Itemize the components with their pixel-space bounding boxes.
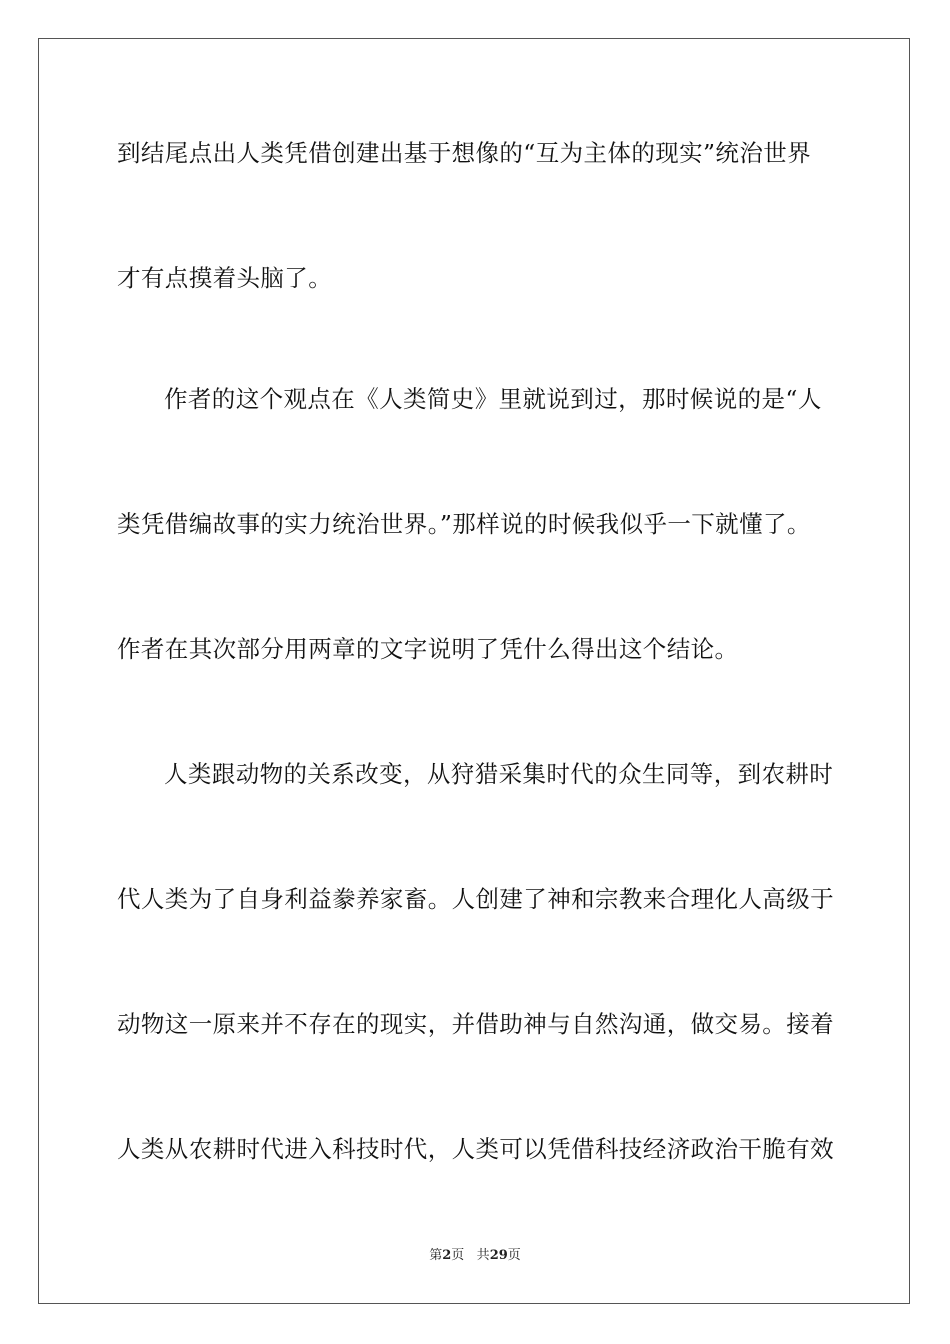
- text-line: 才有点摸着头脑了。: [117, 264, 333, 292]
- text-line: 到结尾点出人类凭借创建出基于想像的“互为主体的现实”统治世界: [117, 139, 812, 167]
- paragraph-start-line: 作者的这个观点在《人类简史》里就说到过，那时候说的是“人: [164, 385, 822, 413]
- text-line: 类凭借编故事的实力统治世界。”那样说的时候我似乎一下就懂了。: [117, 510, 811, 538]
- text-line: 作者在其次部分用两章的文字说明了凭什么得出这个结论。: [117, 635, 739, 663]
- page-number: 2: [442, 1248, 452, 1263]
- total-suffix: 页: [507, 1248, 521, 1263]
- page-prefix: 第: [429, 1248, 443, 1263]
- text-line: 动物这一原来并不存在的现实，并借助神与自然沟通，做交易。接着: [117, 1010, 834, 1038]
- text-line: 代人类为了自身利益豢养家畜。人创建了神和宗教来合理化人高级于: [117, 885, 834, 913]
- page-border: [38, 38, 910, 1304]
- paragraph-start-line: 人类跟动物的关系改变，从狩猎采集时代的众生同等，到农耕时: [164, 760, 834, 788]
- page-footer: [0, 1247, 950, 1265]
- total-pages: 29: [489, 1248, 508, 1263]
- page-suffix: 页: [451, 1248, 465, 1263]
- text-line: 人类从农耕时代进入科技时代，人类可以凭借科技经济政治干脆有效: [117, 1135, 834, 1163]
- total-prefix: 共: [476, 1248, 490, 1263]
